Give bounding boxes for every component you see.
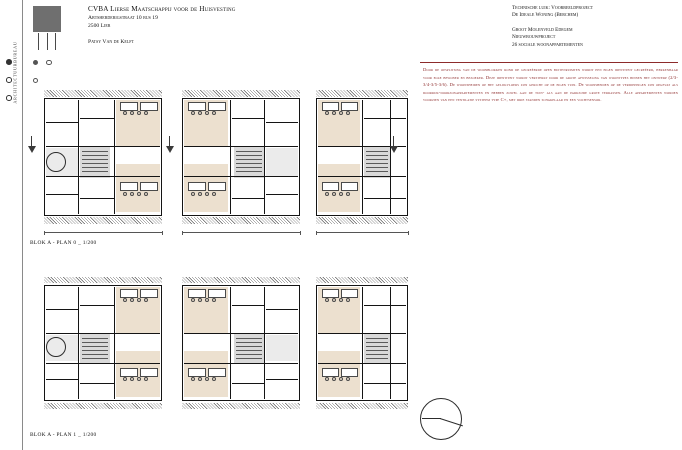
kitchen-counter bbox=[341, 289, 358, 298]
entry-arrow-icon bbox=[28, 146, 36, 153]
project-line-5: 26 sociale woonappartementen bbox=[512, 41, 583, 48]
project-description: Door de opsplitsing van de woonblokken rond de gecreëerde open buitenruimten wordt een eigen identiteit gecreëerd, herkenbaar voor elke bewoner en bezoeker. Deze identiteit wordt versterkt door de grote afwisseling van woontypes binnen het ontwerp (2/3-3/4-3/5-3/6). De woonsheiden op het gelijkvloers zijn gericht op de eigen tuin. De woonsheiden op de verdiepingen zijn opgevat als doorrijk-doorzonappartementen en hebben zowel aan de tuin- als aan de parkzijde grote terrassen. Alle appartementen worden voorzien van een ventilatie systeem type C+, met drie standen schakelaar en een vochtsensor. bbox=[423, 67, 678, 103]
project-line-3: Groot Molenveld Edegem bbox=[512, 26, 573, 33]
dot-icon bbox=[6, 59, 12, 65]
kitchen-counter bbox=[120, 102, 138, 111]
author-name: Patsy Van de Kelft bbox=[88, 39, 134, 46]
kitchen-counter bbox=[208, 368, 226, 377]
stair-flight bbox=[366, 335, 388, 361]
dot-icon bbox=[46, 60, 51, 65]
client-address: Abtsherderigstraat 10 bus 19 bbox=[88, 15, 158, 22]
dimension-line bbox=[316, 232, 408, 233]
kitchen-counter bbox=[188, 102, 206, 111]
dot-icon bbox=[6, 95, 12, 101]
hatch-band bbox=[182, 277, 300, 283]
project-line-2: De Ideale Woning (Berchem) bbox=[512, 12, 579, 19]
hatch-band bbox=[44, 90, 162, 97]
hatch-band bbox=[182, 217, 300, 224]
entry-arrow-icon bbox=[166, 146, 174, 153]
logo-mark bbox=[33, 6, 61, 32]
stair-flight bbox=[82, 148, 108, 176]
header-divider bbox=[420, 62, 678, 63]
kitchen-counter bbox=[341, 368, 358, 377]
project-line-4: Nieuwbouwproject bbox=[512, 34, 556, 41]
floor-plan-level-1 bbox=[24, 275, 414, 425]
kitchen-counter bbox=[140, 182, 158, 191]
left-margin-strip bbox=[0, 0, 23, 450]
logo-dot-row bbox=[33, 52, 63, 88]
dimension-line bbox=[44, 232, 162, 233]
hatch-band bbox=[44, 403, 162, 409]
stair-flight bbox=[366, 148, 388, 176]
stair-flight bbox=[236, 335, 262, 361]
dot-icon bbox=[6, 77, 12, 83]
kitchen-counter bbox=[188, 289, 206, 298]
kitchen-counter bbox=[188, 182, 206, 191]
hatch-band bbox=[182, 403, 300, 409]
hatch-band bbox=[182, 90, 300, 97]
hatch-band bbox=[44, 217, 162, 224]
entry-arrow-icon bbox=[390, 146, 398, 153]
plan-0-caption: BLOK A - PLAN 0 _ 1/200 bbox=[30, 240, 97, 246]
plan-1-caption: BLOK A - PLAN 1 _ 1/200 bbox=[30, 432, 97, 438]
floor-plan-level-0 bbox=[24, 86, 414, 234]
hatch-band bbox=[316, 403, 408, 409]
kitchen-counter bbox=[140, 368, 158, 377]
hatch-band bbox=[44, 277, 162, 283]
kitchen-counter bbox=[208, 182, 226, 191]
strip-dot-row bbox=[6, 52, 18, 106]
kitchen-counter bbox=[140, 102, 158, 111]
dot-icon bbox=[33, 60, 38, 65]
hatch-band bbox=[316, 90, 408, 97]
kitchen-counter bbox=[322, 289, 339, 298]
kitchen-counter bbox=[188, 368, 206, 377]
project-line-1: Technische luik: Voorbeeldproject bbox=[512, 5, 594, 11]
hatch-band bbox=[316, 277, 408, 283]
title-block bbox=[88, 5, 348, 45]
studio-vertical-label: ARCHITECTUURBUREAU bbox=[12, 41, 18, 104]
project-header bbox=[512, 5, 682, 49]
kitchen-counter bbox=[120, 182, 138, 191]
site-circle bbox=[46, 152, 66, 172]
client-city: 2500 Lier bbox=[88, 23, 111, 30]
kitchen-counter bbox=[140, 289, 158, 298]
dimension-line bbox=[182, 232, 300, 233]
stair-flight bbox=[82, 335, 108, 361]
kitchen-counter bbox=[322, 182, 339, 191]
kitchen-counter bbox=[341, 102, 358, 111]
kitchen-counter bbox=[208, 289, 226, 298]
kitchen-counter bbox=[341, 182, 358, 191]
dot-icon bbox=[33, 78, 38, 83]
kitchen-counter bbox=[322, 102, 339, 111]
hatch-band bbox=[316, 217, 408, 224]
kitchen-counter bbox=[120, 289, 138, 298]
kitchen-counter bbox=[208, 102, 226, 111]
site-circle bbox=[46, 337, 66, 357]
north-arrow-icon bbox=[420, 398, 462, 440]
stair-flight bbox=[236, 148, 262, 176]
kitchen-counter bbox=[120, 368, 138, 377]
kitchen-counter bbox=[322, 368, 339, 377]
client-name: CVBA Lierse Maatschappij voor de Huisvesting bbox=[88, 5, 236, 13]
